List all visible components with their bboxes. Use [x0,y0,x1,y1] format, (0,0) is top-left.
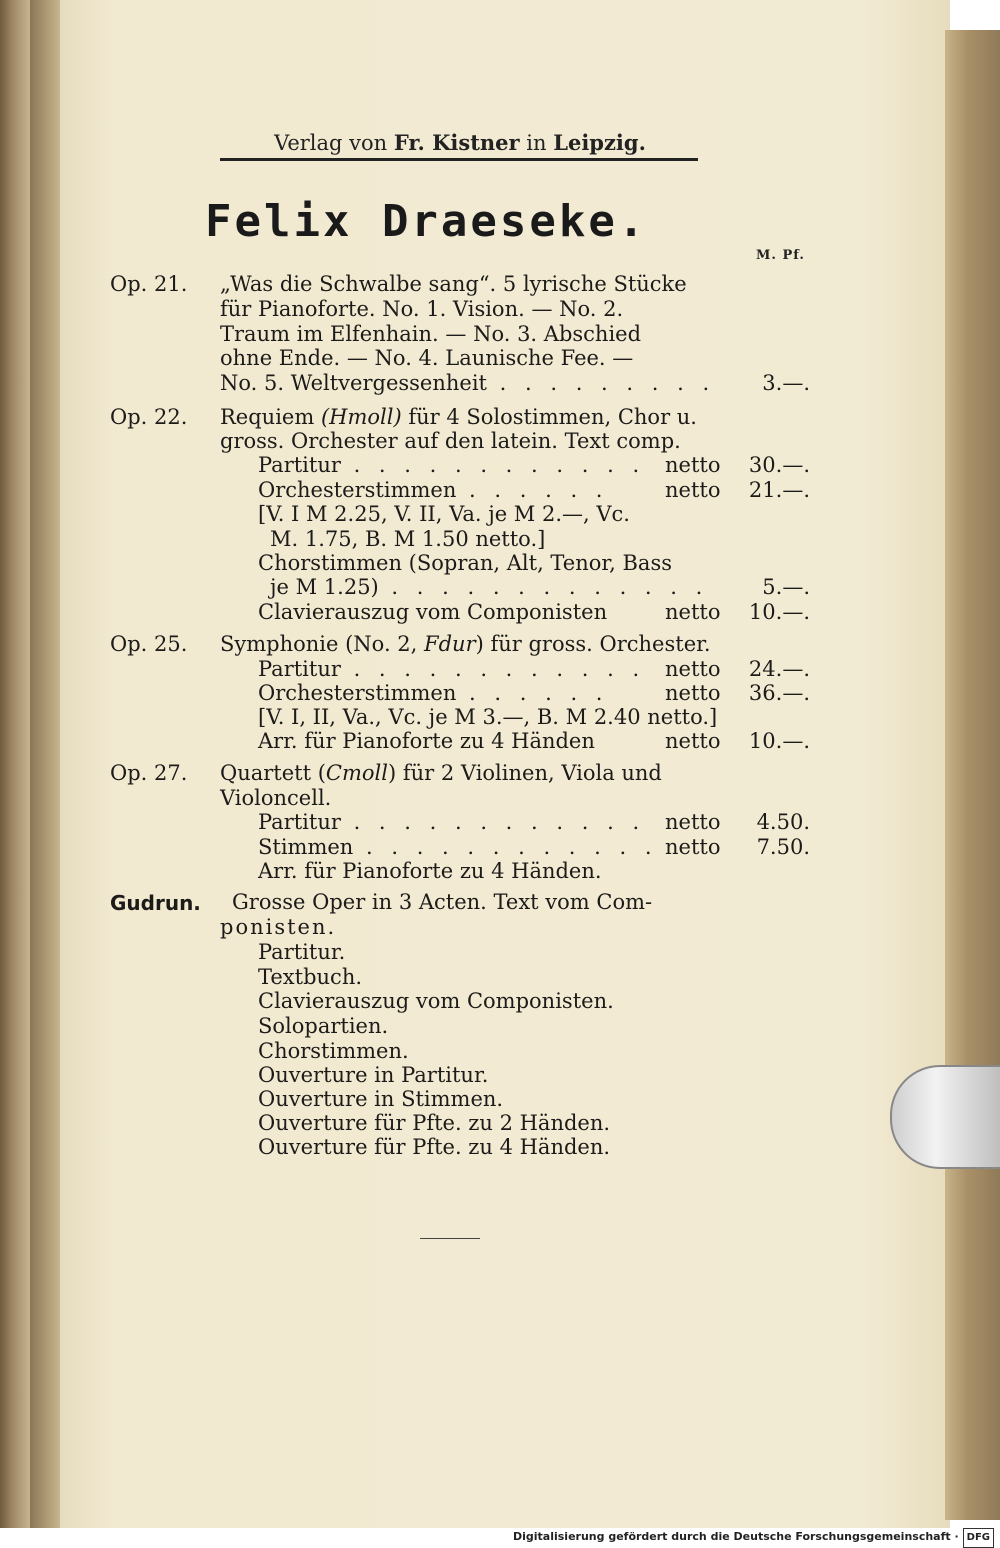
entry-line: Clavierauszug vom Componisten [258,600,608,624]
entry-line: Ouverture in Partitur. [258,1063,489,1087]
entry-line: Ouverture für Pfte. zu 4 Händen. [258,1135,611,1159]
entry-line: Chorstimmen (Sopran, Alt, Tenor, Bass [258,551,672,575]
price: 10.—. [748,600,810,624]
book-right-edge [945,30,1000,1520]
price: 30.—. [748,453,810,477]
entry-line: Partitur . . . . . . . . . . . . [258,810,646,834]
header-rule [220,158,698,161]
entry-line: ohne Ende. — No. 4. Launische Fee. — [220,346,634,370]
price: 21.—. [748,478,810,502]
entry-line: [V. I M 2.25, V. II, Va. je M 2.—, Vc. [258,502,630,526]
price: 5.—. [762,575,810,599]
entry-line: „Was die Schwalbe sang“. 5 lyrische Stücke [220,272,687,296]
entry-line: Clavierauszug vom Componisten. [258,989,614,1013]
price: 3.—. [762,371,810,395]
netto-label: netto [665,681,721,705]
price: 36.—. [748,681,810,705]
footer-credit: Digitalisierung gefördert durch die Deutsche Forschungsgemeinschaft · DFG [0,1528,1000,1546]
entry-line: je M 1.25) . . . . . . . . . . . . . [270,575,709,599]
opus-label: Op. 27. [110,761,188,785]
entry-line: für Pianoforte. No. 1. Vision. — No. 2. [220,297,624,321]
entry-line: ponisten. [220,915,337,939]
opus-label: Gudrun. [110,891,201,915]
entry-line: Arr. für Pianoforte zu 4 Händen [258,729,595,753]
entry-line: Requiem (Hmoll) für 4 Solostimmen, Chor u. [220,405,697,429]
price: 24.—. [748,657,810,681]
opus-label: Op. 21. [110,272,188,296]
price: 7.50. [756,835,810,859]
entry-line: Symphonie (No. 2, Fdur) für gross. Orchester. [220,632,711,656]
entry-line: Violoncell. [220,786,332,810]
price: 10.—. [748,729,810,753]
entry-line: Quartett (Cmoll) für 2 Violinen, Viola und [220,761,662,785]
entry-line: Arr. für Pianoforte zu 4 Händen. [258,859,602,883]
opus-label: Op. 22. [110,405,188,429]
entry-line: Partitur. [258,940,346,964]
netto-label: netto [665,600,721,624]
entry-line: M. 1.75, B. M 1.50 netto.] [270,527,546,551]
entry-line: Ouverture in Stimmen. [258,1087,504,1111]
entry-line: Partitur . . . . . . . . . . . . [258,453,646,477]
entry-line: Ouverture für Pfte. zu 2 Händen. [258,1111,611,1135]
price: 4.50. [756,810,810,834]
entry-line: Partitur . . . . . . . . . . . . [258,657,646,681]
currency-header: M. Pf. [756,248,805,263]
entry-line: Chorstimmen. [258,1039,409,1063]
netto-label: netto [665,478,721,502]
entry-line: Traum im Elfenhain. — No. 3. Abschied [220,322,642,346]
entry-line: Solopartien. [258,1014,389,1038]
entry-line: Orchesterstimmen . . . . . . [258,681,609,705]
entry-line: Stimmen . . . . . . . . . . . . [258,835,658,859]
netto-label: netto [665,453,721,477]
entry-line: No. 5. Weltvergessenheit . . . . . . . . . [220,371,716,395]
entry-line: Grosse Oper in 3 Acten. Text vom Com- [232,890,653,914]
opus-label: Op. 25. [110,632,188,656]
netto-label: netto [665,657,721,681]
entry-line: gross. Orchester auf den latein. Text comp. [220,429,681,453]
netto-label: netto [665,729,721,753]
netto-label: netto [665,835,721,859]
page-clip [890,1065,1000,1169]
book-left-edge [0,0,30,1528]
entry-line: Textbuch. [258,965,363,989]
entry-line: [V. I, II, Va., Vc. je M 3.—, B. M 2.40 netto.] [258,705,718,729]
dfg-logo: DFG [963,1528,994,1548]
publisher-header: Verlag von Fr. Kistner in Leipzig. [274,130,646,155]
divider [420,1238,480,1239]
page-title: Felix Draeseke. [205,196,648,247]
entry-line: Orchesterstimmen . . . . . . [258,478,609,502]
netto-label: netto [665,810,721,834]
